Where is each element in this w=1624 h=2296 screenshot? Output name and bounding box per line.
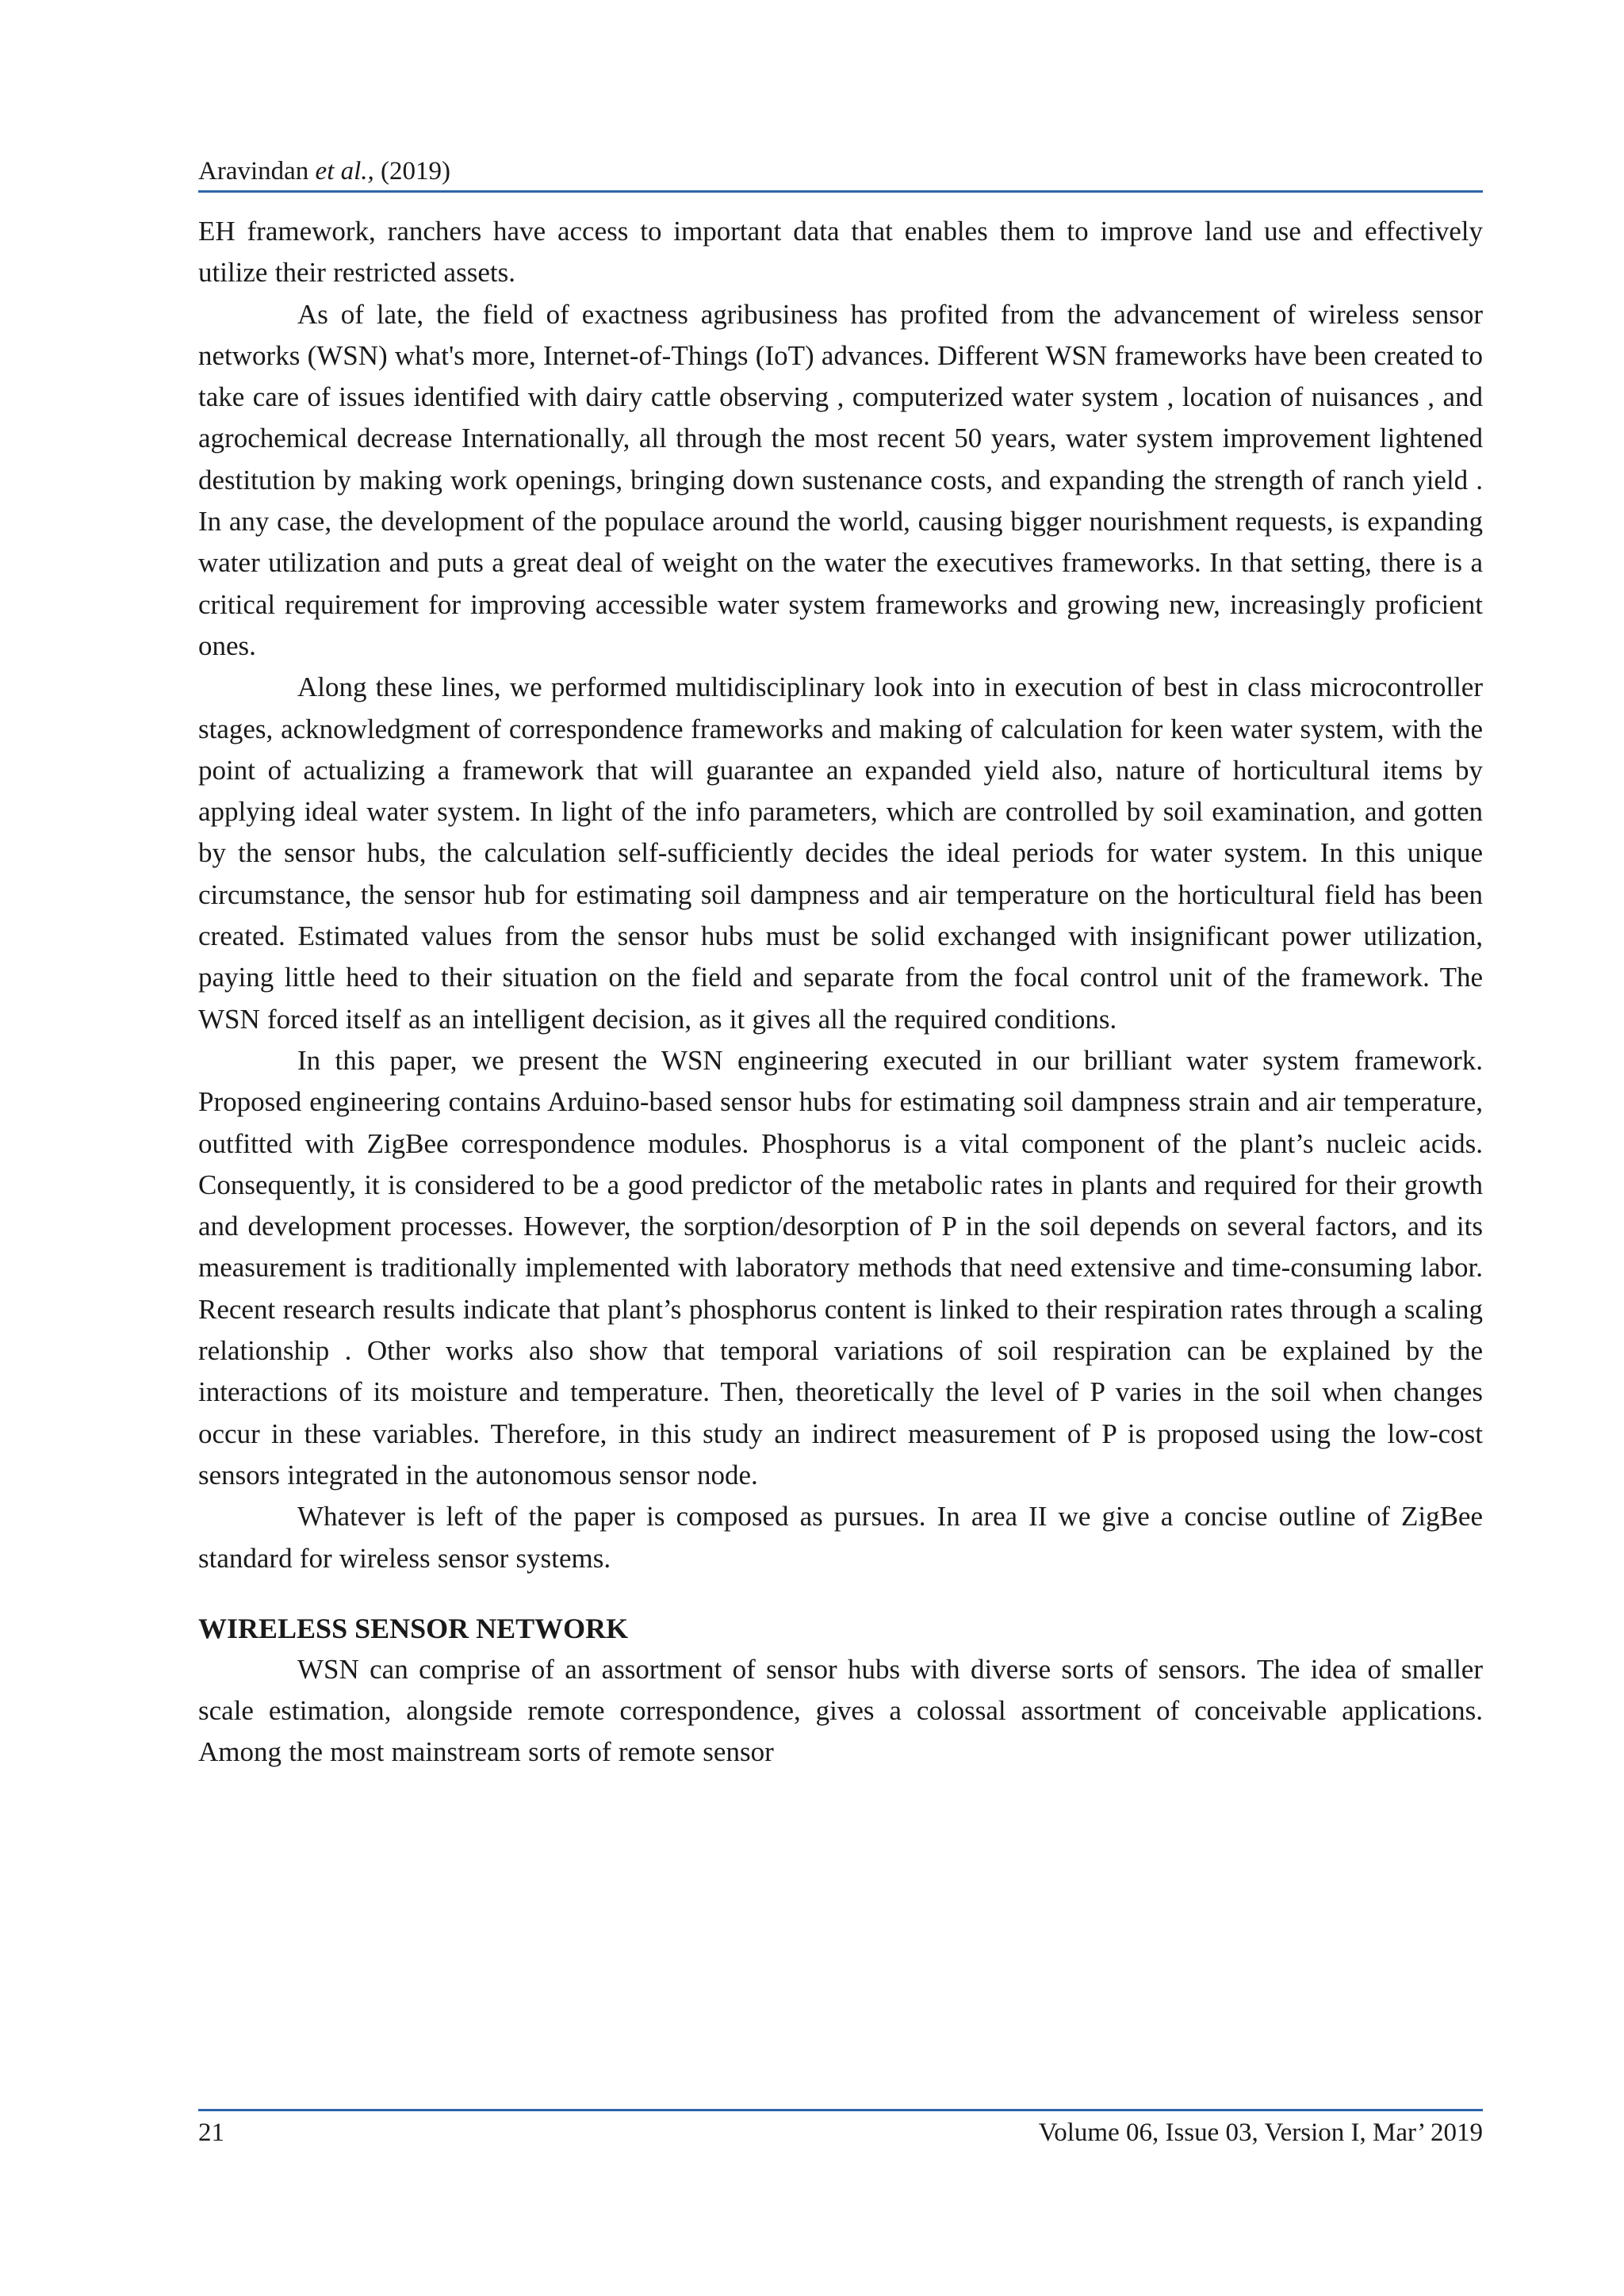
header-rule xyxy=(198,190,1483,193)
paragraph-wsn-architecture: In this paper, we present the WSN engineering executed in our brilliant water system framework. Proposed engineering contains Arduino-based sensor hubs for estimating soil dampness strain and air temperature, outfitted with ZigBee correspondence modules. Phosphorus is a vital component of the plant’s nucleic acids. Consequently, it is considered to be a good predictor of the metabolic rates in plants and required for their growth and development processes. However, the sorption/desorption of P in the soil depends on several factors, and its measurement is traditionally implemented with laboratory methods that need extensive and time-consuming labor. Recent research results indicate that plant’s phosphorus content is linked to their respiration rates through a scaling relationship . Other works also show that temporal variations of soil respiration can be explained by the interactions of its moisture and temperature. Then, theoretically the level of P varies in the soil when changes occur in these variables. Therefore, in this study an indirect measurement of P is proposed using the low-cost sensors integrated in the autonomous sensor node. xyxy=(198,1044,1483,1490)
volume-info: Volume 06, Issue 03, Version I, Mar’ 2019 xyxy=(1038,2118,1483,2147)
page-number: 21 xyxy=(198,2118,224,2147)
paragraph-precision-agriculture: As of late, the field of exactness agribusiness has profited from the advancement of wireless sensor networks (WSN) what's more, Internet-of-Things (IoT) advances. Different WSN frameworks have been created to take care of issues identified with dairy cattle observing , computerized water system , location of nuisances , and agrochemical decrease Internationally, all through the most recent 50 years, water system improvement lightened destitution by making work openings, bringing down sustenance costs, and expanding the strength of ranch yield . In any case, the development of the populace around the world, causing bigger nourishment requests, is expanding water utilization and puts a great deal of weight on the water the executives frameworks. In that setting, there is a critical requirement for improving accessible water system frameworks and growing new, increasingly proficient ones. xyxy=(198,298,1483,661)
header-etal: et al., xyxy=(315,157,374,186)
paragraph-paper-outline: Whatever is left of the paper is composed as pursues. In area II we give a concise outline of ZigBee standard for wireless sensor systems. xyxy=(198,1501,1483,1574)
paragraph-wsn-intro: WSN can comprise of an assortment of sensor hubs with diverse sorts of sensors. The idea of smaller scale estimation, alongside remote correspondence, gives a colossal assortment of conceivable applications. Among the most mainstream sorts of remote sensor xyxy=(198,1653,1483,1768)
paragraph-multidisciplinary-research: Along these lines, we performed multidisciplinary look into in execution of best in class microcontroller stages, acknowledgment of correspondence frameworks and making of calculation for keen water system, with the point of actualizing a framework that will guarantee an expanded yield also, nature of horticultural items by applying ideal water system. In light of the info parameters, which are controlled by soil examination, and gotten by the sensor hubs, the calculation self-sufficiently decides the ideal periods for water system. In this unique circumstance, the sensor hub for estimating soil dampness and air temperature on the horticultural field has been created. Estimated values from the sensor hubs must be solid exchanged with insignificant power utilization, paying little heed to their situation on the field and separate from the focal control unit of the framework. The WSN forced itself as an intelligent decision, as it gives all the required conditions. xyxy=(198,672,1483,1035)
body-text xyxy=(198,211,1483,1774)
paragraph-continuation: EH framework, ranchers have access to important data that enables them to improve land use and effectively utilize their restricted assets. xyxy=(198,216,1483,289)
running-header xyxy=(198,155,1483,187)
header-authors: Aravindan xyxy=(198,157,309,186)
section-heading-wsn: WIRELESS SENSOR NETWORK xyxy=(198,1612,629,1644)
header-year: (2019) xyxy=(381,157,451,186)
footer-rule xyxy=(198,2109,1483,2111)
